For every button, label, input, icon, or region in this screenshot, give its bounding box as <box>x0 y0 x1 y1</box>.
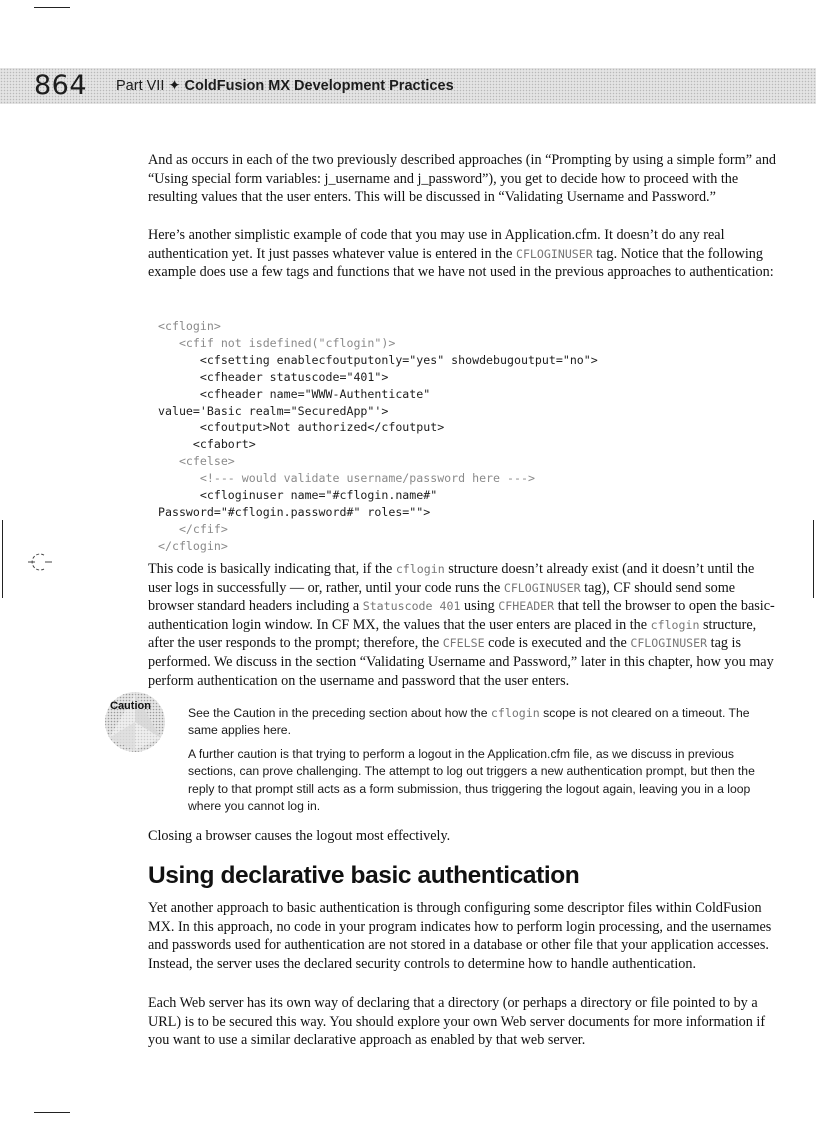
paragraph-declarative-2: Each Web server has its own way of declaring that a directory (or perhaps a directory or file pointed to by a URL) is to be secured this way. You should explore your own Web server documents for more information if you want to use a similar declarative approach as enabled by that web server. <box>148 995 766 1049</box>
running-header-title <box>116 78 454 94</box>
page-number: 864 <box>34 70 88 101</box>
code-line: <cfheader statuscode="401"> <box>158 369 389 384</box>
text-run: See the Caution in the preceding section about how the <box>188 706 491 720</box>
crop-mark-top <box>34 7 70 8</box>
code-line: <cfelse> <box>158 454 235 469</box>
inline-code: CFHEADER <box>498 599 555 614</box>
code-line: <!--- would validate username/password here ---> <box>158 471 535 486</box>
caution-paragraph-1 <box>188 705 778 740</box>
section-heading: Using declarative basic authentication <box>148 862 580 889</box>
text-run: tag), CF should send some browser standard headers including a <box>148 579 736 615</box>
inline-code: CFLOGINUSER <box>515 246 593 261</box>
inline-code: cflogin <box>490 706 540 720</box>
code-line: value='Basic realm="SecuredApp"'> <box>158 403 389 418</box>
inline-code: cflogin <box>395 562 445 576</box>
text-run: Here’s another simplistic example of code that you may use in Application.cfm. It doesn’t do any real authentication yet. It just passes whatever value is entered in the <box>148 227 725 262</box>
inline-code: Statuscode 401 <box>362 599 461 614</box>
crop-mark-left <box>2 520 3 598</box>
header-separator: ✦ <box>168 78 181 94</box>
caution-paragraph-2: A further caution is that trying to perform a logout in the Application.cfm file, as we discuss in previous sections, can prove challenging. The attempt to log out triggers a new authentication prompt, but then the reply to that prompt still acts as a form submission, thus triggering the logout again, leaving you in a loop where you cannot log in. <box>188 747 755 814</box>
registration-mark-icon <box>28 550 52 574</box>
code-line: <cfsetting enablecfoutputonly="yes" showdebugoutput="no"> <box>158 352 598 367</box>
paragraph-closing: Closing a browser causes the logout most effectively. <box>148 828 451 844</box>
inline-code: cflogin <box>650 617 700 632</box>
paragraph-explanation <box>148 560 780 690</box>
code-listing <box>158 318 778 555</box>
text-run: scope is not cleared on a timeout. The same applies here. <box>188 706 750 738</box>
text-run: structure doesn’t already exist (and it doesn’t until the user logs in successfully — or, rather, until your code runs the <box>148 561 755 596</box>
text-run: that tell the browser to open the basic-authentication login window. In CF MX, the values that the user enters are placed in the <box>148 598 775 633</box>
paragraph-example-intro <box>148 226 780 282</box>
inline-code: CFELSE <box>442 636 485 651</box>
code-line: <cflogin> <box>158 319 221 333</box>
paragraph-declarative-1: Yet another approach to basic authentication is through configuring some descriptor files within ColdFusion MX. In this approach, no code in your program indicates how to perform login processing, and the usernames and passwords used for authentication are not stored in a database or other file that your application accesses. Instead, the server uses the declared security controls to determine how to handle authentication. <box>148 900 772 972</box>
inline-code: CFLOGINUSER <box>630 636 708 651</box>
paragraph-intro: And as occurs in each of the two previously described approaches (in “Prompting by using a simple form” and “Using special form variables: j_username and j_password”), you get to decide how to proceed with the resulting values that the user enters. This will be discussed in “Validating Username and Password.” <box>148 152 777 206</box>
crop-mark-right <box>813 520 814 598</box>
part-label: Part VII <box>116 78 165 94</box>
inline-code: CFLOGINUSER <box>503 580 581 595</box>
caution-label: Caution <box>110 700 151 712</box>
code-line: <cfabort> <box>158 437 256 452</box>
code-line: </cflogin> <box>158 538 228 553</box>
text-run: using <box>460 598 499 615</box>
text-run: tag. Notice that the following example does use a few tags and functions that we have not used in the previous approaches to authentication: <box>148 245 774 281</box>
code-line: <cfif not isdefined("cflogin")> <box>158 335 396 350</box>
code-line: </cfif> <box>158 521 228 536</box>
text-run: tag is performed. We discuss in the section “Validating Username and Password,” later in this chapter, how you may perform authentication on the username and password that the user enters. <box>148 635 774 689</box>
code-line: <cfoutput>Not authorized</cfoutput> <box>158 420 445 435</box>
crop-mark-bottom <box>34 1112 70 1113</box>
text-run: structure, after the user responds to the prompt; therefore, the <box>148 616 757 652</box>
code-line: <cfloginuser name="#cflogin.name#" <box>158 488 438 503</box>
code-line: <cfheader name="WWW-Authenticate" <box>158 386 431 401</box>
code-line: Password="#cflogin.password#" roles=""> <box>158 504 431 519</box>
text-run: This code is basically indicating that, if the <box>148 561 396 577</box>
text-run: code is executed and the <box>484 635 631 652</box>
part-title: ColdFusion MX Development Practices <box>184 78 454 94</box>
